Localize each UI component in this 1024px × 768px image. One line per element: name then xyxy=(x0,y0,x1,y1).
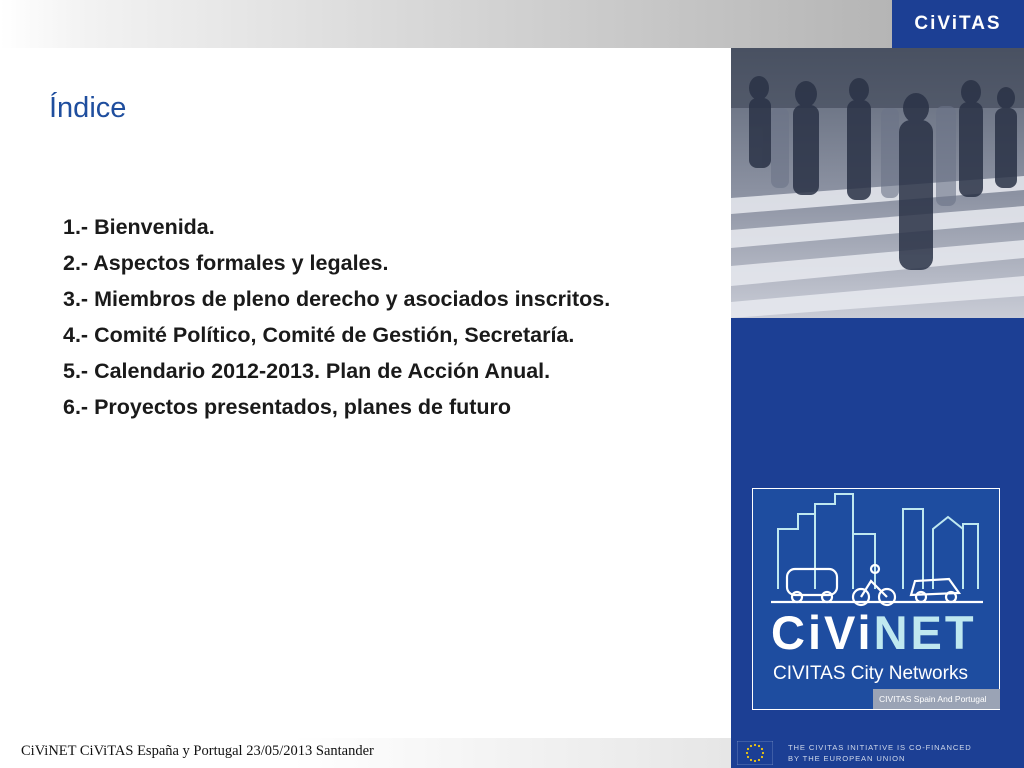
eu-flag-icon xyxy=(737,741,773,765)
agenda-item: 6.- Proyectos presentados, planes de futuro xyxy=(63,395,512,419)
eu-cofinance-strip xyxy=(731,738,1024,768)
header-gradient-bar xyxy=(0,0,892,48)
civinet-logo xyxy=(752,488,1000,710)
eu-text-line1: THE CIVITAS INITIATIVE IS CO-FINANCED xyxy=(788,743,972,752)
agenda-list xyxy=(63,212,699,428)
civinet-region-strip: CIVITAS Spain And Portugal xyxy=(873,689,1000,709)
eu-cofinance-text xyxy=(788,742,1018,764)
city-skyline-icon xyxy=(753,489,999,609)
civinet-subtitle: CIVITAS City Networks xyxy=(773,663,968,684)
footer-text: CiViNET CiViTAS España y Portugal 23/05/2013 Santander xyxy=(21,743,374,759)
agenda-item: 3.- Miembros de pleno derecho y asociados inscritos. xyxy=(63,287,611,311)
agenda-item: 5.- Calendario 2012-2013. Plan de Acción Anual. xyxy=(63,359,551,383)
agenda-item: 2.- Aspectos formales y legales. xyxy=(63,251,389,275)
agenda-item: 4.- Comité Político, Comité de Gestión, Secretaría. xyxy=(63,323,575,347)
eu-text-line2: BY THE EUROPEAN UNION xyxy=(788,754,906,763)
civitas-brand-box xyxy=(892,0,1024,48)
agenda-item: 1.- Bienvenida. xyxy=(63,215,215,239)
civinet-wordmark xyxy=(771,605,977,660)
crowd-crosswalk-photo xyxy=(731,48,1024,318)
civinet-word-net: NET xyxy=(873,606,977,659)
civinet-word-civi: CiVi xyxy=(771,606,874,659)
crowd-photo-illustration xyxy=(731,48,1024,318)
civitas-logo-text: CiViTAS xyxy=(914,13,1002,34)
slide-title: Índice xyxy=(49,92,127,124)
